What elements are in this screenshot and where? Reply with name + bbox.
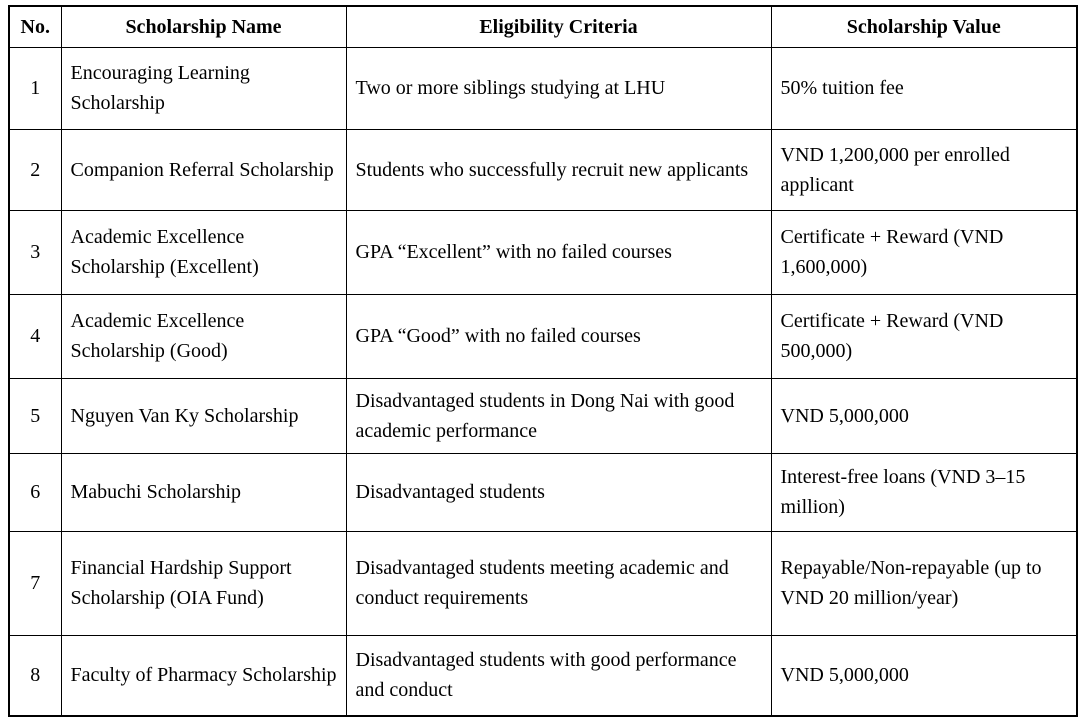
scholarship-value-cell: Interest-free loans (VND 3–15 million) <box>771 453 1077 531</box>
eligibility-criteria-cell: GPA “Excellent” with no failed courses <box>346 210 771 294</box>
header-scholarship-value: Scholarship Value <box>771 6 1077 47</box>
eligibility-criteria-cell: Students who successfully recruit new applicants <box>346 129 771 210</box>
header-no: No. <box>9 6 61 47</box>
row-number-cell: 2 <box>9 129 61 210</box>
eligibility-criteria-cell: Disadvantaged students <box>346 453 771 531</box>
table-row <box>9 129 1077 210</box>
scholarship-name-cell: Encouraging Learning Scholarship <box>61 47 346 129</box>
row-number-cell: 6 <box>9 453 61 531</box>
table-header-row <box>9 6 1077 47</box>
scholarship-name-cell: Nguyen Van Ky Scholarship <box>61 378 346 453</box>
table-body <box>9 47 1077 716</box>
scholarship-name-cell: Faculty of Pharmacy Scholarship <box>61 635 346 716</box>
scholarship-value-cell: VND 5,000,000 <box>771 635 1077 716</box>
scholarship-value-cell: Repayable/Non-repayable (up to VND 20 million/year) <box>771 531 1077 635</box>
scholarship-name-cell: Companion Referral Scholarship <box>61 129 346 210</box>
eligibility-criteria-cell: Disadvantaged students with good performance and conduct <box>346 635 771 716</box>
scholarship-name-cell: Financial Hardship Support Scholarship (OIA Fund) <box>61 531 346 635</box>
scholarship-value-cell: VND 1,200,000 per enrolled applicant <box>771 129 1077 210</box>
eligibility-criteria-cell: Two or more siblings studying at LHU <box>346 47 771 129</box>
eligibility-criteria-cell: Disadvantaged students in Dong Nai with good academic performance <box>346 378 771 453</box>
scholarship-value-cell: 50% tuition fee <box>771 47 1077 129</box>
row-number-cell: 1 <box>9 47 61 129</box>
row-number-cell: 5 <box>9 378 61 453</box>
row-number-cell: 4 <box>9 294 61 378</box>
eligibility-criteria-cell: Disadvantaged students meeting academic and conduct requirements <box>346 531 771 635</box>
scholarship-name-cell: Mabuchi Scholarship <box>61 453 346 531</box>
row-number-cell: 3 <box>9 210 61 294</box>
scholarship-value-cell: Certificate + Reward (VND 500,000) <box>771 294 1077 378</box>
row-number-cell: 7 <box>9 531 61 635</box>
eligibility-criteria-cell: GPA “Good” with no failed courses <box>346 294 771 378</box>
header-scholarship-name: Scholarship Name <box>61 6 346 47</box>
table-row <box>9 635 1077 716</box>
scholarship-table <box>8 5 1078 717</box>
table-row <box>9 294 1077 378</box>
scholarship-name-cell: Academic Excellence Scholarship (Excellent) <box>61 210 346 294</box>
table-row <box>9 378 1077 453</box>
header-eligibility-criteria: Eligibility Criteria <box>346 6 771 47</box>
table-row <box>9 531 1077 635</box>
row-number-cell: 8 <box>9 635 61 716</box>
scholarship-value-cell: Certificate + Reward (VND 1,600,000) <box>771 210 1077 294</box>
table-row <box>9 47 1077 129</box>
scholarship-name-cell: Academic Excellence Scholarship (Good) <box>61 294 346 378</box>
table-row <box>9 453 1077 531</box>
table-row <box>9 210 1077 294</box>
scholarship-value-cell: VND 5,000,000 <box>771 378 1077 453</box>
